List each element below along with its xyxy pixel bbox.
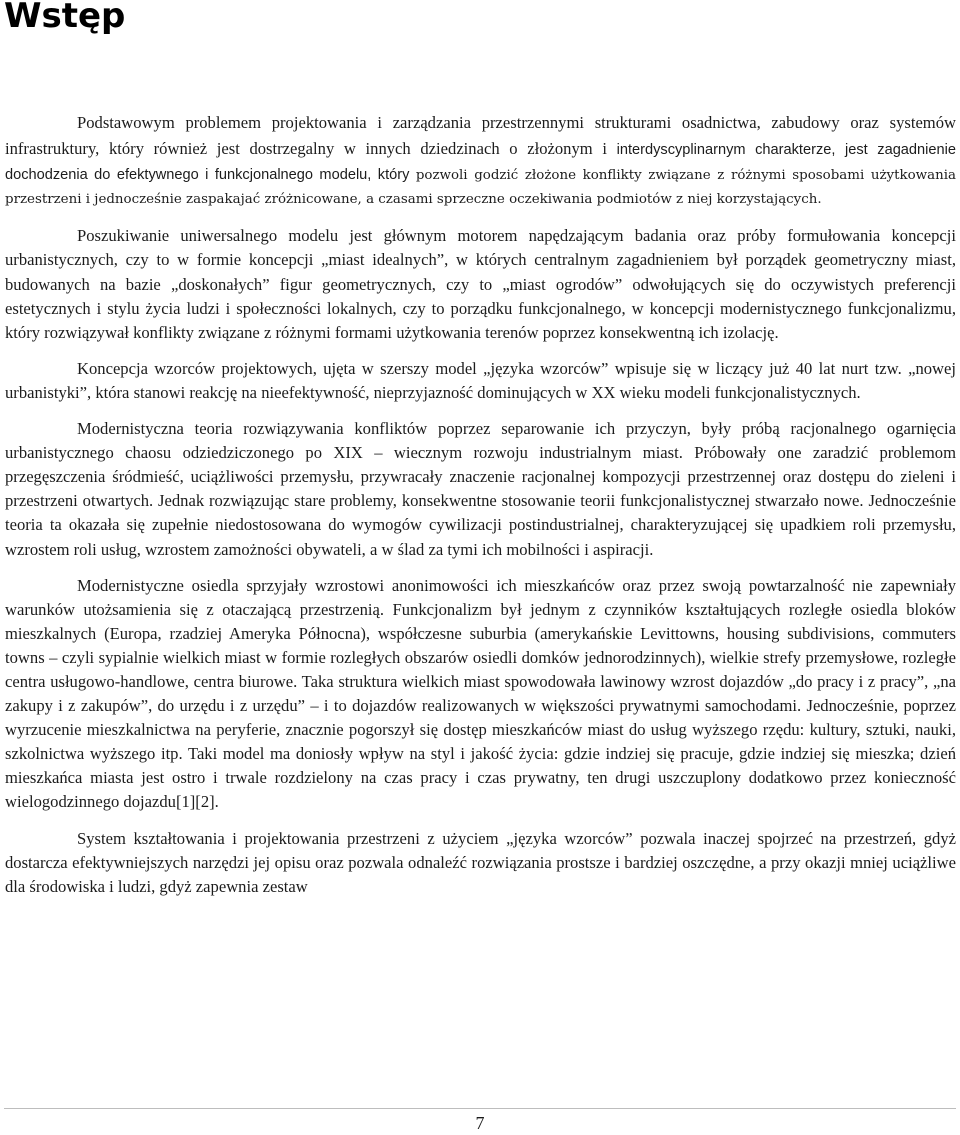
footer-divider xyxy=(4,1108,956,1109)
paragraph-intro-part-a: Podstawowym problemem projektowania i zarządzania przestrzennymi strukturami osadnictwa, zabudowy oraz systemów infrastruktury, który również jest dostrzegalny w innych dziedzinach o złożonym i xyxy=(5,113,956,159)
paragraph-pattern-language-system: System kształtowania i projektowania przestrzeni z użyciem „języka wzorców” pozwala inaczej spojrzeć na przestrzeń, gdyż dostarcza efektywniejszych narzędzi jej opisu oraz pozwala odnaleźć rozwiązania prostsze i bardziej oszczędne, a przy okazji mniej uciążliwe dla środowiska i ludzi, gdyż zapewnia zestaw xyxy=(5,828,956,896)
body-text xyxy=(5,111,956,910)
paragraph-intro xyxy=(5,111,956,212)
paragraph-modernist-estates: Modernistyczne osiedla sprzyjały wzrostowi anonimowości ich mieszkańców oraz przez swoją powtarzalność nie zapewniały warunków utożsamienia się z otaczającą przestrzenią. Funkcjonalizm był jednym z czynników kształtujących rozległe osiedla bloków mieszkalnych (Europa, rzadziej Ameryka Północna), współczesne suburbia (amerykańskie Levittowns, housing subdivisions, commuters towns – czyli sypialnie wielkich miast w formie rozległych obszarów osiedli domków jednorodzinnych), wielkie strefy przemysłowe, rozległe centra usługowo-handlowe, centra biurowe. Taka struktura wielkich miast spowodowała lawinowy wzrost dojazdów „do pracy i z pracy”, „na zakupy i z zakupów”, do urzędu i z urzędu” – i to dojazdów realizowanych w większości prywatnymi samochodami. Jednocześnie, poprzez wyrzucenie mieszkalnictwa na peryferie, znacznie pogorszył się dostęp mieszkańców miast do usług wyższego rzędu: kultury, sztuki, nauki, szkolnictwa wyższego itp. Taki model ma doniosły wpływ na styl i jakość życia: gdzie indziej się pracuje, gdzie indziej się mieszka; dzień mieszkańca miasta jest ostro i trwale rozdzielony na czas pracy i czas prywatny, ten drugi uszczuplony dodatkowo przez konieczność wielogodzinnego dojazdu[1][2]. xyxy=(5,575,956,812)
page-number: 7 xyxy=(475,1113,485,1133)
paragraph-intro-part-c: pozwoli godzić złożone konflikty związane z różnymi sposobami użytkowania przestrzeni i jednocześnie zaspakajać zróżnicowane, a czasami sprzeczne oczekiwania podmiotów z niej korzystających. xyxy=(5,168,956,208)
paragraph-intro-part-b: interdyscyplinarnym charakterze, jest zagadnienie dochodzenia do efektywnego i funkcjonalnego modelu, który xyxy=(5,142,956,184)
paragraph-pattern-concept: Koncepcja wzorców projektowych, ujęta w szerszy model „języka wzorców” wpisuje się w liczący już 40 lat nurt tzw. „nowej urbanistyki”, która stanowi reakcję na nieefektywność, nieprzyjazność dominujących w XX wieku modeli funkcjonalistycznych. xyxy=(5,358,956,402)
paragraph-universal-model: Poszukiwanie uniwersalnego modelu jest głównym motorem napędzającym badania oraz próby formułowania koncepcji urbanistycznych, czy to w formie koncepcji „miast idealnych”, w których centralnym zagadnieniem był porządek geometryczny miast, budowanych na bazie „doskonałych” figur geometrycznych, czy to „miast ogrodów” odwołujących się do oczywistych preferencji estetycznych i stylu życia ludzi i społeczności lokalnych, czy to porządku funkcjonalnego, w koncepcji modernistycznego funkcjonalizmu, który rozwiązywał konflikty związane z różnymi formami użytkowania terenów poprzez konsekwentną ich izolację. xyxy=(5,226,956,342)
paragraph-modernist-theory: Modernistyczna teoria rozwiązywania konfliktów poprzez separowanie ich przyczyn, były próbą racjonalnego ogarnięcia urbanistycznego chaosu odziedziczonego po XIX – wiecznym rozwoju industrialnym miast. Próbowały one zaradzić problemom przegęszczenia śródmieść, uciążliwości przemysłu, przywracały znaczenie racjonalnej kompozycji przestrzennej oraz dostępu do zieleni i przestrzeni otwartych. Jednak rozwiązując stare problemy, konsekwentne stosowanie teorii funkcjonalistycznej stwarzało nowe. Jednocześnie teoria ta okazała się zupełnie niedostosowana do wymogów cywilizacji postindustrialnej, charakteryzującej się upadkiem roli przemysłu, wzrostem roli usług, wzrostem zamożności obywateli, a w ślad za tymi ich mobilności i aspiracji. xyxy=(5,419,956,559)
page-heading: Wstęp xyxy=(4,0,126,36)
